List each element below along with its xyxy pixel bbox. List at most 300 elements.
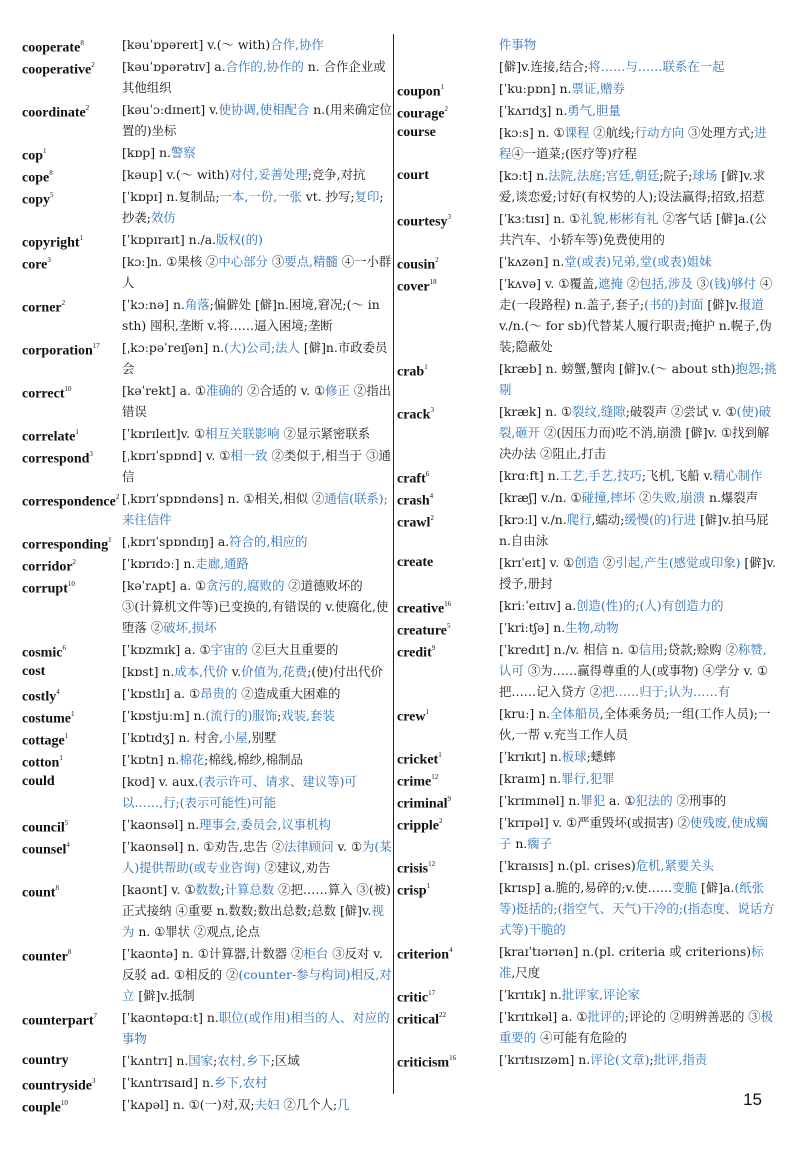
- definition-text: [ˈkɒrɪleɪt]v. ①: [122, 426, 206, 441]
- page-number: 15: [743, 1090, 762, 1109]
- headword: [22, 142, 47, 167]
- frequency-count: 1: [426, 882, 431, 890]
- definition-text: [kræʃ] v./n. ①: [499, 490, 582, 505]
- definition-text: vt. 抄写;: [301, 189, 355, 204]
- headword-text: council: [22, 820, 65, 836]
- frequency-count: 16: [444, 600, 452, 608]
- frequency-count: 1: [440, 83, 445, 91]
- definition: [499, 251, 777, 272]
- headword-text: course: [397, 125, 436, 140]
- definition-text: ③为……赢得尊重的人(或事物) ④学分 v. ①把……记入贷方 ②: [499, 663, 769, 699]
- headword: [397, 984, 435, 1009]
- definition-text: [kɒp] n.: [122, 145, 171, 160]
- definition: [122, 229, 392, 250]
- headword-text: cosmic: [22, 645, 63, 661]
- definition-text: ;棉线,棉纱,棉制品: [204, 752, 303, 767]
- definition: [499, 122, 777, 164]
- definition-text: [ˈkʌrɪdʒ] n.: [499, 103, 568, 118]
- headword: [22, 661, 45, 682]
- definition-text: ;破裂声 ②尝试 v. ①: [625, 404, 737, 419]
- definition: [122, 749, 392, 770]
- key-meaning: 包括,涉及: [639, 276, 693, 291]
- definition: [499, 552, 777, 594]
- headword-text: crash: [397, 493, 430, 509]
- headword: [397, 487, 433, 512]
- key-meaning: 乡下,农村: [213, 1075, 268, 1090]
- frequency-count: 5: [64, 819, 69, 827]
- definition-text: [僻]a.: [697, 880, 735, 895]
- definition: [499, 877, 777, 940]
- key-meaning: 对付,妥善处理: [229, 167, 308, 182]
- headword: [22, 164, 53, 189]
- headword: [397, 273, 437, 298]
- frequency-count: 8: [55, 884, 59, 892]
- key-meaning: 计算总数: [224, 882, 275, 897]
- key-meaning: 相互关联影响: [205, 426, 280, 441]
- definition-text: [僻]v.拍马屁 n.自由泳: [499, 512, 769, 548]
- definition-text: [ˈkɒrɪdɔː] n.: [122, 556, 196, 571]
- headword: [397, 122, 436, 143]
- left-column: [22, 34, 392, 1116]
- definition-text: [kɔː]n. ①果核 ②: [122, 254, 219, 269]
- headword: [22, 943, 71, 968]
- definition-text: [僻]n.市政委员会: [122, 340, 388, 376]
- headword-text: courtesy: [397, 214, 448, 230]
- definition-text: a. ①: [605, 793, 636, 808]
- dictionary-entry-creature: [397, 617, 777, 638]
- definition-text: ;偏僻处 [僻]n.困境,窘况;(～ in sth) 囤积,垄断 v.将……逼入困境;垄断: [122, 297, 380, 333]
- key-meaning: 理事会,委员会,议事机构: [199, 817, 331, 832]
- headword-text: creative: [397, 601, 445, 617]
- definition-text: [kəuˈɒpərətɪv] a.: [122, 59, 226, 74]
- definition: [122, 661, 392, 682]
- definition-text: [kəˈrʌpt] a. ①: [122, 578, 207, 593]
- frequency-count: 2: [439, 817, 443, 825]
- dictionary-entry-costume: [22, 705, 392, 726]
- dictionary-entry-criterion: [397, 941, 777, 983]
- headword: [397, 768, 438, 793]
- definition-text: [ˈkɜːtɪsɪ] n. ①: [499, 211, 581, 226]
- key-meaning: 成本,代价: [174, 664, 228, 679]
- definition-text: [ˈkaʊntə] n. ①计算器,计数器 ②: [122, 946, 304, 961]
- key-meaning: 信用: [638, 642, 664, 657]
- definition-text: [kɒst] n.: [122, 664, 175, 679]
- key-meaning: 称赞,认可: [499, 642, 767, 678]
- headword: [397, 1006, 446, 1031]
- key-meaning: 合作,协作: [270, 37, 324, 52]
- headword-text: coordinate: [22, 105, 86, 121]
- frequency-count: 1: [64, 732, 69, 740]
- definition: [122, 553, 392, 574]
- key-meaning: 宇宙的: [210, 642, 248, 657]
- frequency-count: 12: [431, 773, 439, 781]
- definition: [499, 401, 777, 464]
- headword: [22, 836, 70, 861]
- definition: [122, 337, 392, 379]
- key-meaning: 使残废,使成瘸子: [499, 815, 769, 851]
- definition-text: ;竞争,对抗: [307, 167, 366, 182]
- frequency-count: 1: [71, 710, 75, 718]
- headword: [397, 552, 433, 573]
- headword-text: cripple: [397, 818, 439, 834]
- definition-text: [ˈkɒtɪdʒ] n. 村舍,: [122, 730, 223, 745]
- key-meaning: 贪污的,腐败的: [206, 578, 285, 593]
- frequency-count: 1: [79, 234, 84, 242]
- key-meaning: 修正: [325, 383, 350, 398]
- key-meaning: 勇气,胆量: [567, 103, 621, 118]
- headword-text: count: [22, 885, 56, 901]
- dictionary-entry-correspond: [22, 445, 392, 487]
- frequency-count: 1: [108, 536, 112, 544]
- frequency-count: 1: [438, 751, 442, 759]
- definition: [122, 56, 392, 98]
- headword-text: countryside: [22, 1078, 92, 1094]
- headword-text: country: [22, 1053, 69, 1068]
- dictionary-entry-cottage: [22, 727, 392, 748]
- frequency-count: 10: [67, 580, 75, 588]
- definition: [122, 575, 392, 638]
- key-meaning: 数数: [195, 882, 221, 897]
- key-meaning: 将……与……联系在一起: [588, 59, 725, 74]
- definition-text: ②巨大且重要的: [247, 642, 339, 657]
- dictionary-entry-corporation: [22, 337, 392, 379]
- definition-text: [ˈkʌzən] n.: [499, 254, 565, 269]
- definition: [122, 836, 392, 878]
- dictionary-entry-crash: [397, 487, 777, 508]
- key-meaning: 夫妇: [254, 1097, 280, 1112]
- definition: [499, 941, 777, 983]
- definition-text: [krɪsp] a.脆的,易碎的;v.使……: [499, 880, 673, 895]
- headword-text: crawl: [397, 515, 431, 531]
- definition: [499, 358, 777, 400]
- column-divider: [393, 34, 394, 1094]
- dictionary-entry-correspondence: [22, 488, 392, 530]
- definition: [122, 445, 392, 487]
- frequency-count: 7: [93, 1012, 98, 1020]
- key-meaning: 职位(或作用)相当的人、对应的事物: [122, 1010, 390, 1046]
- key-meaning: (纸张等)挺括的;(指空气、天气)干冷的;(指态度、说话方式等)干脆的: [499, 880, 775, 937]
- headword-text: create: [397, 555, 434, 570]
- headword: [397, 639, 435, 664]
- definition-text: [ˈkuːpɒn] n.: [499, 81, 572, 96]
- headword-text: credit: [397, 645, 432, 661]
- definition-text: ②类似于,相当于 ③通信: [122, 448, 391, 484]
- definition-text: ;: [649, 1052, 654, 1067]
- key-meaning: (书的)封面: [644, 297, 704, 312]
- key-meaning: 报道: [738, 297, 764, 312]
- definition-text: ②道德败坏的 ③(计算机文件等)已变换的,有错误的 v.使腐化,使堕落 ②: [122, 578, 389, 635]
- headword: [22, 229, 83, 254]
- definition: [122, 1072, 392, 1093]
- headword: [397, 465, 429, 490]
- dictionary-entry-country: [22, 1050, 392, 1071]
- key-meaning: 版权(的): [216, 232, 263, 247]
- key-meaning: 批评,指责: [653, 1052, 708, 1067]
- definition: [122, 771, 392, 813]
- headword: [397, 790, 451, 815]
- definition-text: [krɔːl] v./n.: [499, 512, 567, 527]
- key-meaning: 碰撞,摔坏: [581, 490, 636, 505]
- definition-text: [ˈkrɪtɪsɪzəm] n.: [499, 1052, 591, 1067]
- definition-text: ②: [635, 490, 652, 505]
- headword: [397, 165, 429, 186]
- headword: [22, 294, 65, 319]
- headword: [397, 78, 444, 103]
- definition-text: ②显示紧密联系: [279, 426, 371, 441]
- definition: [122, 380, 392, 422]
- dictionary-entry-countryside: [22, 1072, 392, 1093]
- definition-text: ;蟋蟀: [586, 749, 616, 764]
- dictionary-entry-cosmic: [22, 639, 392, 660]
- headword: [22, 771, 55, 792]
- dictionary-entry-crisis: [397, 855, 777, 876]
- definition: [122, 99, 392, 141]
- definition-text: [僻]v.连接,结合;: [499, 59, 589, 74]
- dictionary-entry-cost: [22, 661, 392, 682]
- definition: [499, 509, 777, 551]
- frequency-count: 2: [435, 256, 439, 264]
- headword: [397, 703, 429, 728]
- headword: [397, 877, 430, 902]
- definition-text: ,全体乘务员;一组(工作人员);一伙,一帮 v.充当工作人员: [499, 706, 771, 742]
- headword-text: corporation: [22, 343, 93, 359]
- headword: [22, 683, 60, 708]
- key-meaning: 价值为,花费: [241, 664, 308, 679]
- headword: [397, 509, 434, 534]
- definition-text: ;贷款;赊购 ②: [663, 642, 738, 657]
- definition-text: [kəuˈɒpəreɪt] v.(～ with): [122, 37, 271, 52]
- definition-text: ②造成重大困难的: [237, 686, 341, 701]
- key-meaning: 要点,精髓: [284, 254, 338, 269]
- key-meaning: 极重要的: [499, 1009, 774, 1045]
- frequency-count: 8: [67, 948, 72, 956]
- definition-text: ②指出错误: [122, 383, 392, 419]
- key-meaning: (钱)够付: [709, 276, 756, 291]
- definition-text: [ˈkaʊnsəl] n. ①劝告,忠告 ②: [122, 839, 285, 854]
- definition-text: ;: [213, 1053, 218, 1068]
- definition-text: ③: [692, 276, 710, 291]
- frequency-count: 3: [92, 1077, 96, 1085]
- key-meaning: 创造(性)的;(人)有创造力的: [576, 598, 724, 613]
- definition: [122, 142, 392, 163]
- headword-text: critic: [397, 990, 429, 1006]
- definition-text: ;飞机,飞船 v.: [641, 468, 713, 483]
- headword-text: costly: [22, 689, 57, 705]
- frequency-count: 4: [56, 688, 60, 696]
- headword: [397, 100, 448, 125]
- definition: [122, 814, 392, 835]
- frequency-count: 1: [43, 147, 47, 155]
- dictionary-entry-credit: [397, 639, 777, 702]
- dictionary-entry-counterpart: [22, 1007, 392, 1049]
- definition-text: [ˈkʌntrɪ] n.: [122, 1053, 189, 1068]
- headword-text: counterpart: [22, 1013, 94, 1029]
- dictionary-entry-crew: [397, 703, 777, 745]
- definition: [122, 639, 392, 660]
- definition: [122, 1007, 392, 1049]
- key-meaning: (表示许可、请求、建议等)可以……,行;(表示可能性)可能: [122, 774, 357, 810]
- headword: [397, 251, 439, 276]
- key-meaning: 裂纹,缝隙: [572, 404, 626, 419]
- key-meaning: 通信(联系);来往信件: [122, 491, 388, 527]
- key-meaning: 法律顾问: [284, 839, 334, 854]
- definition-text: [ˈkaʊnsəl] n.: [122, 817, 200, 832]
- definition-text: n.: [511, 836, 528, 851]
- definition: [499, 78, 777, 99]
- frequency-count: 3: [47, 256, 51, 264]
- definition: [122, 683, 392, 704]
- definition-text: ③反对 v.反驳 ad. ①相反的 ②: [122, 946, 383, 982]
- definition-text: v.: [227, 664, 242, 679]
- definition-text: ④走(一段路程) n.盖子,套子;: [499, 276, 773, 312]
- headword-text: cotton: [22, 755, 60, 771]
- definition-text: [kɔːt] n.: [499, 168, 549, 183]
- headword-text: could: [22, 774, 55, 789]
- definition-text: [ˈkʌvə] v. ①覆盖,: [499, 276, 599, 291]
- headword: [397, 1049, 456, 1074]
- headword: [22, 186, 54, 211]
- headword-text: cooperative: [22, 62, 92, 78]
- headword-text: crab: [397, 364, 425, 380]
- frequency-count: 2: [430, 514, 434, 522]
- definition: [499, 208, 777, 250]
- headword-text: criterion: [397, 947, 450, 963]
- definition-text: ;(使)付出代价: [307, 664, 383, 679]
- dictionary-entry-cover: [397, 273, 777, 357]
- definition-text: [ˈkɒzmɪk] a. ①: [122, 642, 211, 657]
- dictionary-entry-court: [397, 165, 777, 207]
- definition-text: v. ①: [333, 839, 363, 854]
- key-meaning: 法院,法庭;宫廷,朝廷: [548, 168, 660, 183]
- definition: [122, 705, 392, 726]
- definition: [499, 595, 777, 616]
- definition-text: [ˈkredɪt] n./v. 相信 n. ①: [499, 642, 639, 657]
- frequency-count: 8: [49, 169, 53, 177]
- key-meaning: 符合的,相应的: [229, 534, 308, 549]
- definition: [499, 639, 777, 702]
- headword: [397, 358, 428, 383]
- definition-text: [ˈkriːtʃə] n.: [499, 620, 566, 635]
- key-meaning: 小屋: [222, 730, 248, 745]
- key-meaning: 批评家,评论家: [561, 987, 641, 1002]
- key-meaning: 件事物: [499, 37, 537, 52]
- definition-text: [ˌkɒrɪˈspɒnd] v. ①: [122, 448, 231, 463]
- headword: [22, 423, 79, 448]
- definition-text: [kraɪˈtɪərɪən] n.(pl. criteria 或 criterions): [499, 944, 752, 959]
- headword: [22, 337, 100, 362]
- dictionary-entry-corresponding: [22, 531, 392, 552]
- definition-text: [ˈkʌntrɪsaɪd] n.: [122, 1075, 214, 1090]
- definition-text: ;评论的 ②明辨善恶的 ③: [624, 1009, 761, 1024]
- key-meaning: 引起,产生(感觉或印象): [615, 555, 741, 570]
- definition-text: [kəup] v.(～ with): [122, 167, 230, 182]
- key-meaning: 行动方向: [634, 125, 685, 140]
- frequency-count: 2: [72, 558, 77, 566]
- headword: [22, 879, 59, 904]
- definition-text: [kræb] n. 螃蟹,蟹肉 [僻]v.(～ about sth): [499, 361, 736, 376]
- key-meaning: 课程: [564, 125, 590, 140]
- key-meaning: (大)公司;法人: [224, 340, 300, 355]
- definition: [499, 465, 777, 486]
- dictionary-entry-crab: [397, 358, 777, 400]
- definition-text: [ˈkrɪkɪt] n.: [499, 749, 562, 764]
- definition-text: [ˈkrɪtɪk] n.: [499, 987, 562, 1002]
- key-meaning: 合作的,协作的: [225, 59, 304, 74]
- frequency-count: 1: [59, 754, 63, 762]
- definition-text: [kɔːs] n. ①: [499, 125, 565, 140]
- definition: [122, 423, 392, 444]
- key-meaning: 全体船员: [550, 706, 600, 721]
- definition-text: ,蠕动;: [591, 512, 625, 527]
- dictionary-entry-cricket: [397, 746, 777, 767]
- definition: [499, 1006, 777, 1048]
- dictionary-entry-correct: [22, 380, 392, 422]
- definition: [499, 703, 777, 745]
- key-meaning: (使)破裂,砸开: [499, 404, 772, 440]
- frequency-count: 2: [115, 493, 120, 501]
- definition-text: ③: [267, 254, 285, 269]
- headword: [22, 56, 95, 81]
- frequency-count: 12: [428, 860, 436, 868]
- dictionary-entry-criminal: [397, 790, 777, 811]
- key-meaning: 走廊,通路: [195, 556, 249, 571]
- dictionary-entry-coordinate: [22, 99, 392, 141]
- key-meaning: 缓慢(的)行进: [624, 512, 696, 527]
- dictionary-entry-course: [397, 122, 777, 164]
- definition-text: n.爆裂声: [705, 490, 759, 505]
- frequency-count: 4: [66, 841, 70, 849]
- frequency-count: 2: [85, 104, 90, 112]
- headword: [22, 639, 66, 664]
- dictionary-entry-continuation: [397, 56, 777, 77]
- definition: [122, 294, 392, 336]
- headword-text: corresponding: [22, 537, 109, 553]
- definition-text: ;抄袭;: [122, 189, 384, 225]
- key-meaning: 爬行: [566, 512, 592, 527]
- frequency-count: 2: [61, 299, 66, 307]
- key-meaning: 礼貌,彬彬有礼: [580, 211, 659, 226]
- headword: [22, 727, 68, 752]
- frequency-count: 10: [64, 385, 72, 393]
- dictionary-entry-correlate: [22, 423, 392, 444]
- dictionary-entry-cripple: [397, 812, 777, 854]
- definition-text: [ˈkrɪpəl] v. ①严重毁坏(或损害) ②: [499, 815, 690, 830]
- definition-text: [kʊd] v. aux.: [122, 774, 199, 789]
- headword-text: coupon: [397, 84, 441, 100]
- headword: [22, 1072, 96, 1097]
- dictionary-entry-couple: [22, 1094, 392, 1115]
- definition-text: [kræk] n. ①: [499, 404, 573, 419]
- frequency-count: 1: [75, 428, 79, 436]
- dictionary-entry-crawl: [397, 509, 777, 551]
- dictionary-entry-criticism: [397, 1049, 777, 1070]
- headword-text: craft: [397, 471, 426, 487]
- definition-text: ;: [220, 882, 225, 897]
- key-meaning: 柜台: [303, 946, 329, 961]
- dictionary-entry-crack: [397, 401, 777, 464]
- definition: [499, 273, 777, 357]
- key-meaning: 效仿: [150, 210, 176, 225]
- frequency-count: 9: [447, 795, 452, 803]
- headword-text: corridor: [22, 559, 73, 575]
- headword-text: cricket: [397, 752, 439, 768]
- definition: [499, 487, 777, 508]
- key-meaning: 抱怨;挑剔: [499, 361, 777, 397]
- headword-text: core: [22, 257, 48, 273]
- frequency-count: 18: [429, 278, 437, 286]
- headword-text: counsel: [22, 842, 67, 858]
- definition-text: [ˈkɒtn] n.: [122, 752, 180, 767]
